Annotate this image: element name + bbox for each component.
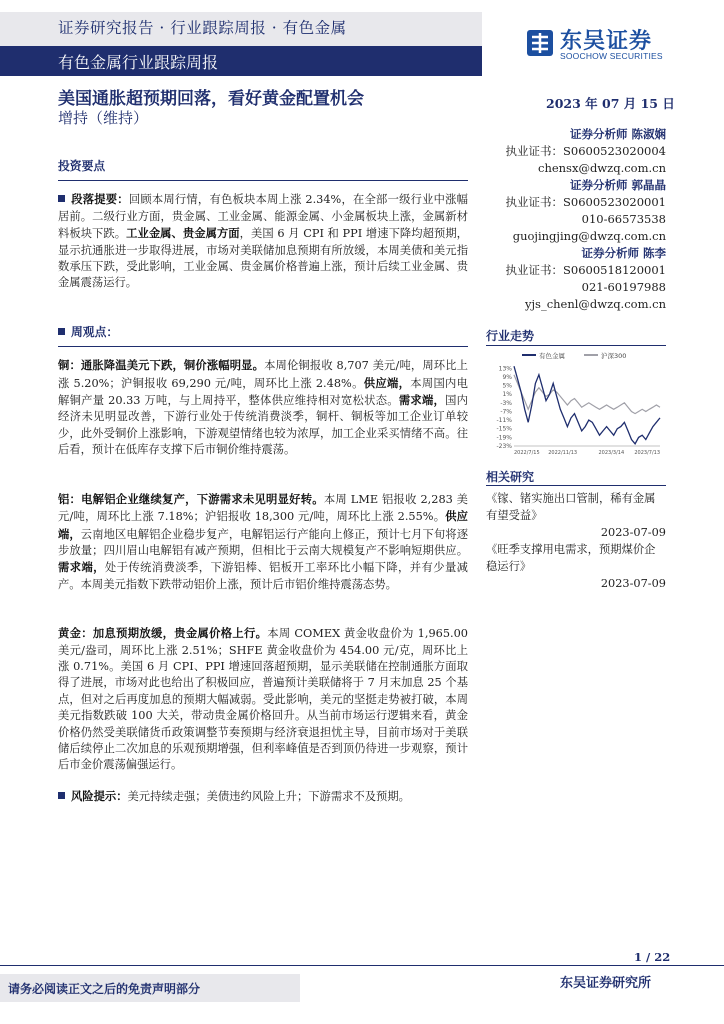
- copper-bold: 铜：通胀降温美元下跌，铜价涨幅明显。: [58, 358, 265, 373]
- series-line-nonferrous: [514, 366, 660, 444]
- y-tick-label: 5%: [502, 382, 512, 390]
- bullet-icon: [58, 195, 65, 202]
- summary-text-1: 回顾本周行情，有色板块本周上涨 2.34%，在全部一级行业中涨幅居前。二级行业方面，贵金属、工业金属、能源金属、小金属板块上涨，金属新材料板块下跌。: [58, 193, 468, 241]
- weekly-heading: [58, 324, 468, 340]
- analyst-cert: 执业证书：S0600523020004: [505, 144, 666, 158]
- x-tick-label: 2023/3/14: [598, 450, 625, 456]
- bullet-icon: [58, 792, 65, 799]
- analyst-cert: 执业证书：S0600518120001: [505, 263, 666, 277]
- analyst-email[interactable]: guojingjing@dwzq.com.cn: [512, 229, 666, 243]
- x-tick-label: 2023/7/13: [634, 450, 660, 456]
- divider: [486, 485, 666, 486]
- weekly-heading-text: 周观点：: [71, 324, 119, 339]
- summary-paragraph: [58, 191, 468, 291]
- copper-text-2: 本周国内电解铜产量 20.33 万吨，与上周持平，整体供应维持相对宽松状态。: [58, 376, 468, 408]
- report-title: 美国通胀超预期回落，看好黄金配置机会: [58, 89, 364, 109]
- gold-bold: 黄金：加息预期放缓，贵金属价格上行。: [58, 626, 268, 641]
- x-tick-label: 2022/7/15: [514, 450, 540, 456]
- risk-paragraph: [58, 788, 468, 805]
- alu-bold: 铝：电解铝企业继续复产，下游需求未见明显好转。: [58, 491, 324, 506]
- divider: [58, 346, 468, 347]
- report-date: 2023 年 07 月 15 日: [546, 96, 675, 111]
- research-list: [486, 490, 666, 592]
- research-item-date: 2023-07-09: [600, 577, 666, 590]
- y-tick-label: -19%: [496, 434, 512, 442]
- analyst-email[interactable]: chensx@dwzq.com.cn: [538, 161, 666, 175]
- y-tick-label: -3%: [500, 399, 512, 407]
- gold-text: 本周 COMEX 黄金收盘价为 1,965.00 美元/盎司，周环比上涨 2.51%；SHFE 黄金收盘价为 454.00 元/克，周环比上涨 0.71%。美国 6 月 CPI、PPI 增速回落超预期，显示美联储在控制通胀方面取得了进展，市场对此也给出了积极回应，普遍预计美联储将于 7 月末加息 25 个基点，但对之后再度加息的预期大幅减弱。受此影响，美元的坚挺走势被打破，本周美元指数跌破 100 大关，带动贵金属价格回升。从当前市场运行逻辑来看，黄金价格仍然受美联储货币政策调整节奏预期与经济衰退担忧主导，目前市场对于美联储后续停止二次加息的乐观预期增强，但利率峰值是否到顶仍待进一步观察，预计后市金价震荡偏强运行。: [58, 627, 468, 772]
- aluminum-paragraph: [58, 491, 468, 593]
- summary-label: 段落提要：: [71, 192, 129, 207]
- divider: [58, 180, 468, 181]
- alu-text-1: 本周 LME 铝报收 2,283 美元/吨，周环比上涨 7.18%；沪铝报收 18,300 元/吨，周环比上涨 2.55%。: [58, 492, 468, 524]
- rating: 增持（维持）: [58, 109, 149, 127]
- risk-text: 美元持续走强；美债违约风险上升；下游需求不及预期。: [127, 789, 410, 803]
- page-number: 1 / 22: [634, 950, 671, 964]
- alu-supply: 供应端，: [58, 509, 468, 541]
- divider: [486, 345, 666, 346]
- y-tick-label: -7%: [500, 408, 512, 416]
- gold-paragraph: [58, 625, 468, 774]
- logo-name-en: SOOCHOW SECURITIES: [560, 51, 663, 61]
- chart-legend: [522, 351, 626, 360]
- analyst-role: 证券分析师 郭晶晶: [569, 178, 666, 192]
- alu-demand: 需求端，: [58, 560, 105, 575]
- analyst-email[interactable]: yjs_chenl@dwzq.com.cn: [524, 297, 666, 311]
- trend-title: 行业走势: [486, 329, 535, 343]
- analyst-role: 证券分析师 陈李: [581, 246, 666, 260]
- research-item-title[interactable]: 《旺季支撑用电需求，预期煤价企稳运行》: [486, 543, 656, 573]
- y-tick-label: -11%: [496, 417, 512, 425]
- report-type: 有色金属行业跟踪周报: [58, 53, 219, 72]
- legend-label-nonferrous: 有色金属: [539, 352, 565, 360]
- copper-text-3: 国内经济未见明显改善，下游行业处于传统消费淡季，铜杆、铜板等加工企业订单较少，此外受铜价上涨影响，下游观望情绪也较为浓厚，加工企业采买情绪不高。往后看，预计在低库存支撑下后市铜价维持震荡。: [58, 394, 468, 457]
- alu-text-3: 处于传统消费淡季，下游铝棒、铝板开工率环比小幅下降，并有少量减产。本周美元指数下跌带动铝价上涨，预计后市铝价维持震荡态势。: [58, 561, 468, 591]
- footer-divider: [0, 965, 724, 966]
- soochow-logo-icon: [526, 28, 554, 58]
- research-item-date: 2023-07-09: [600, 526, 666, 539]
- copper-demand: 需求端，: [398, 393, 446, 408]
- footer-organization: 东吴证券研究所: [560, 976, 652, 991]
- y-tick-label: 9%: [502, 373, 512, 381]
- y-tick-label: 1%: [502, 391, 512, 399]
- analyst-cert: 执业证书：S0600523020001: [505, 195, 666, 209]
- copper-paragraph: [58, 357, 468, 458]
- alu-text-2: 云南地区电解铝企业稳步复产，电解铝运行产能向上修正，预计七月下旬将逐步放量；四川眉山电解铝有减产预期，但相比于云南大规模复产不影响短期供应。: [58, 527, 468, 557]
- main-body: [58, 158, 468, 819]
- research-title: 相关研究: [486, 470, 535, 484]
- disclaimer-text: 请务必阅读正文之后的免责声明部分: [8, 982, 201, 996]
- legend-label-hs300: 沪深300: [601, 352, 627, 360]
- analyst-phone: 010-66573538: [581, 212, 666, 226]
- summary-text-2: ，美国 6 月 CPI 和 PPI 增速下降均超预期，显示抗通胀进一步取得进展，市场对美联储加息预期有所放缓，本周美债和美元指数承压下跌，受此影响，工业金属、贵金属价格普遍上涨，预计后续工业金属、贵金属震荡运行。: [58, 227, 468, 290]
- x-tick-label: 2022/11/13: [548, 450, 578, 456]
- y-tick-label: -15%: [496, 425, 512, 433]
- risk-label: 风险提示：: [71, 788, 128, 803]
- bullet-icon: [58, 328, 65, 335]
- copper-text-1: 本周伦铜报收 8,707 美元/吨，周环比上涨 5.20%；沪铜报收 69,290 元/吨，周环比上涨 2.48%。: [58, 359, 468, 390]
- analyst-role: 证券分析师 陈淑娴: [569, 127, 666, 141]
- copper-supply: 供应端，: [363, 375, 411, 390]
- research-item-title[interactable]: 《镓、锗实施出口管制，稀有金属有望受益》: [486, 492, 656, 522]
- summary-bold: 工业金属、贵金属方面: [126, 226, 240, 241]
- logo-name-cn: 东吴证券: [560, 29, 653, 54]
- y-tick-label: -23%: [496, 443, 512, 450]
- series-label: 证券研究报告 · 行业跟踪周报 · 有色金属: [58, 19, 347, 37]
- analyst-list: [486, 126, 666, 313]
- industry-trend-chart: [486, 348, 666, 460]
- invest-heading: 投资要点: [58, 159, 106, 173]
- y-tick-label: 13%: [498, 365, 512, 373]
- analyst-phone: 021-60197988: [581, 280, 666, 294]
